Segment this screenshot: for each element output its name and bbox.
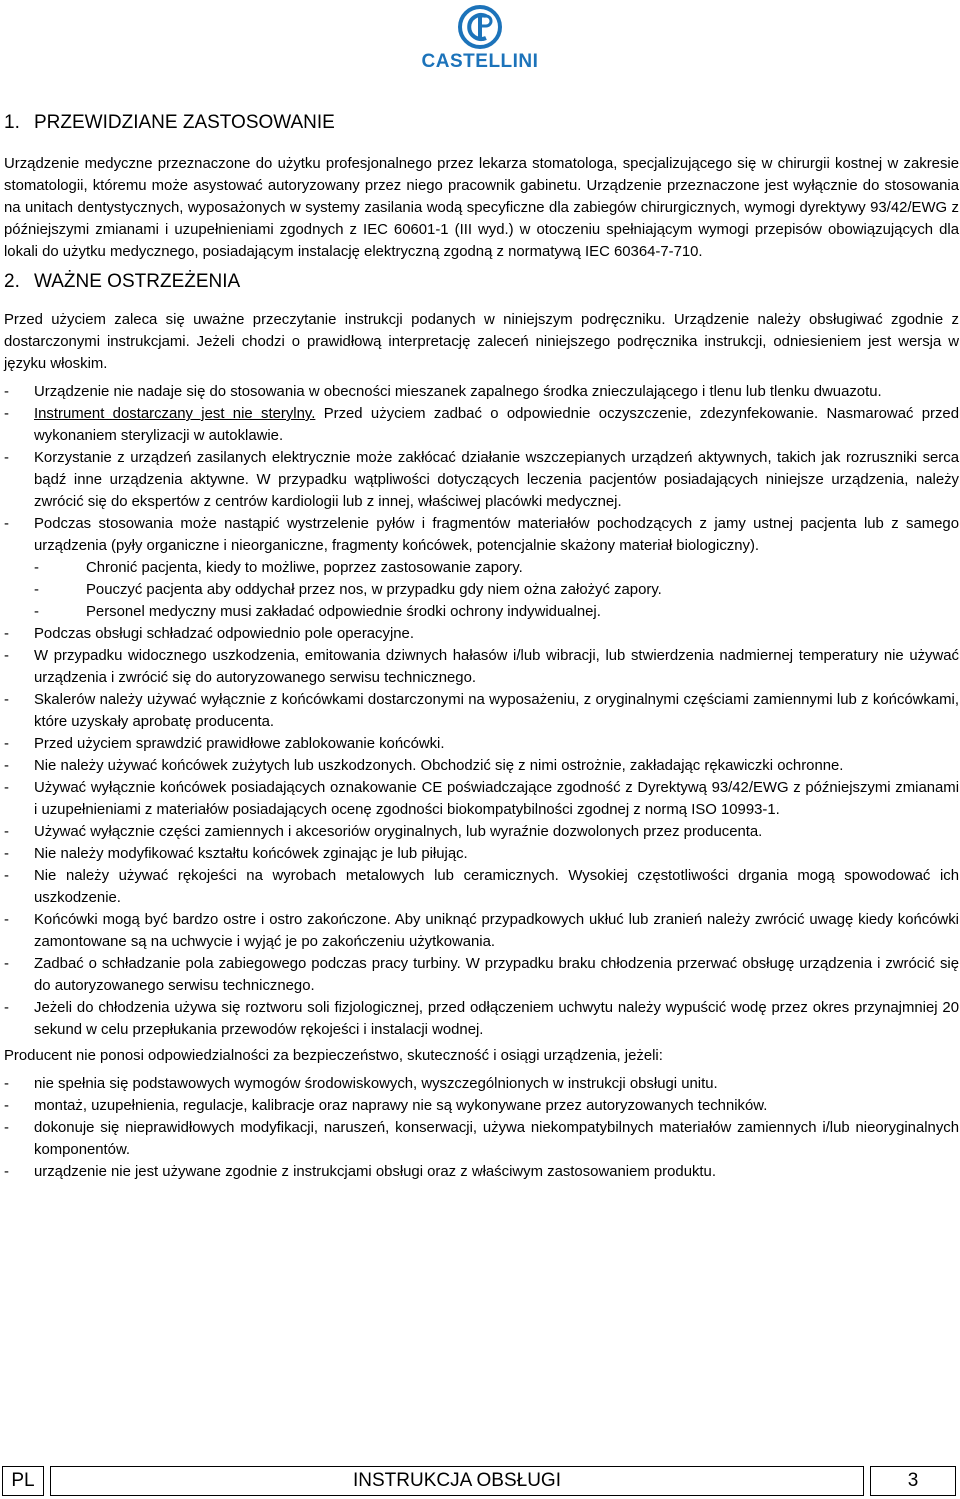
logo-wordmark: CASTELLINI xyxy=(421,51,539,72)
liability-item: - urządzenie nie jest używane zgodnie z instrukcjami obsługi oraz z właściwym zastosowaniem produktu. xyxy=(4,1161,959,1183)
warnings-intro: Przed użyciem zaleca się uważne przeczytanie instrukcji podanych w niniejszym podręczniku. Urządzenie należy obsługiwać zgodnie z dostarczonymi instrukcjami. Jeżeli chodzi o prawidłową interpretację zaleceń niniejszego podręcznika instrukcji, odniesieniem jest wersja w języku włoskim. xyxy=(4,312,959,372)
warning-subitem: - Personel medyczny musi zakładać odpowiednie środki ochrony indywidualnej. xyxy=(34,601,959,623)
warning-item xyxy=(4,513,959,623)
section-2-number: 2. xyxy=(4,271,20,292)
warning-item: - Skalerów należy używać wyłącznie z końcówkami dostarczonymi na wyposażeniu, z oryginalnymi częściami zamiennymi lub z końcówkami, które uzyskały aprobatę producenta. xyxy=(4,689,959,733)
footer-title: INSTRUKCJA OBSŁUGI xyxy=(50,1466,864,1496)
warning-underlined-text: Instrument dostarczany jest nie sterylny. xyxy=(34,406,316,422)
warning-text: Przed użyciem zadbać o odpowiednie oczyszczenie, zdezynfekowanie. Nasmarować przed wykonaniem sterylizacji w autoklawie. xyxy=(34,406,959,444)
warning-item: - Używać wyłącznie części zamiennych i akcesoriów oryginalnych, lub wyraźnie dozwolonych przez producenta. xyxy=(4,821,959,843)
castellini-emblem-icon xyxy=(457,4,503,50)
intended-use-paragraph: Urządzenie medyczne przeznaczone do użytku profesjonalnego przez lekarza stomatologa, specjalizującego się w chirurgii kostnej w zakresie stomatologii, któremu może asystować autoryzowany przez niego pracownik gabinetu. Urządzenie przeznaczone jest wyłącznie do stosowania na unitach dentystycznych, wyposażonych w systemy zasilania wodą specyficzne dla zabiegów chirurgicznych, wymogi dyrektywy 93/42/EWG z późniejszymi zmianami i uzupełnieniami zgodnych z IEC 60601-1 (III wyd.) w otoczeniu spełniającym wymogi przepisów obowiązujących dla lokali do użytku medycznego, posiadającym instalację elektryczną zgodną z normatywą IEC 60364-7-710. xyxy=(4,156,959,260)
page-footer xyxy=(2,1466,956,1498)
section-1-number: 1. xyxy=(4,112,20,133)
liability-item: - nie spełnia się podstawowych wymogów środowiskowych, wyszczególnionych w instrukcji obsługi unitu. xyxy=(4,1073,959,1095)
section-1-title: PRZEWIDZIANE ZASTOSOWANIE xyxy=(34,112,335,133)
section-2-heading xyxy=(4,269,959,295)
liability-list xyxy=(4,1073,959,1183)
warning-item xyxy=(4,403,959,447)
warning-item: - Zadbać o schładzanie pola zabiegowego podczas pracy turbiny. W przypadku braku chłodzenia przerwać obsługę urządzenia i zwrócić się do autoryzowanego serwisu technicznego. xyxy=(4,953,959,997)
footer-language: PL xyxy=(2,1466,44,1496)
warning-item: - Nie należy używać końcówek zużytych lub uszkodzonych. Obchodzić się z nimi ostrożnie, zakładając rękawiczki ochronne. xyxy=(4,755,959,777)
warning-item: - Nie należy używać rękojeści na wyrobach metalowych lub ceramicznych. Wysokiej częstotliwości drgania mogą spowodować ich uszkodzenie. xyxy=(4,865,959,909)
warning-item: - Końcówki mogą być bardzo ostre i ostro zakończone. Aby uniknąć przypadkowych ukłuć lub zranień należy zwrócić uwagę kiedy końcówki zamontowane są na uchwycie i wyjąć je po zakończeniu użytkowania. xyxy=(4,909,959,953)
liability-item: - montaż, uzupełnienia, regulacje, kalibracje oraz naprawy nie są wykonywane przez autoryzowanych techników. xyxy=(4,1095,959,1117)
warning-item: - Używać wyłącznie końcówek posiadających oznakowanie CE poświadczające zgodność z Dyrektywą 93/42/EWG z późniejszymi zmianami i uzupełnieniami z materiałów posiadających ocenę zgodności biokompatybilności zgodnej z normą ISO 10993-1. xyxy=(4,777,959,821)
warning-subitem: - Pouczyć pacjenta aby oddychał przez nos, w przypadku gdy niem ożna założyć zapory. xyxy=(34,579,959,601)
warning-item: - Podczas obsługi schładzać odpowiednio pole operacyjne. xyxy=(4,623,959,645)
liability-item: - dokonuje się nieprawidłowych modyfikacji, naruszeń, konserwacji, używa niekompatybilnych materiałów zamiennych i/lub nieoryginalnych komponentów. xyxy=(4,1117,959,1161)
warning-subitem: - Chronić pacjenta, kiedy to możliwe, poprzez zastosowanie zapory. xyxy=(34,557,959,579)
warning-item: - Urządzenie nie nadaje się do stosowania w obecności mieszanek zapalnego środka znieczulającego i tlenu lub tlenku dwuazotu. xyxy=(4,381,959,403)
warning-item: - W przypadku widocznego uszkodzenia, emitowania dziwnych hałasów i/lub wibracji, lub stwierdzenia nadmiernej temperatury nie używać urządzenia i zwrócić się do autoryzowanego serwisu technicznego. xyxy=(4,645,959,689)
warning-item: - Jeżeli do chłodzenia używa się roztworu soli fizjologicznej, przed odłączeniem uchwytu należy wypuścić wodę przez okres przynajmniej 20 sekund w celu przepłukania przewodów rękojeści i instalacji wodnej. xyxy=(4,997,959,1041)
footer-page-number: 3 xyxy=(870,1466,956,1496)
warning-item: - Przed użyciem sprawdzić prawidłowe zablokowanie końcówki. xyxy=(4,733,959,755)
section-1-heading xyxy=(4,110,959,136)
section-2-title: WAŻNE OSTRZEŻENIA xyxy=(34,271,241,292)
document-body xyxy=(4,110,959,1183)
warning-text: Podczas stosowania może nastąpić wystrzelenie pyłów i fragmentów materiałów pochodzących z jamy ustnej pacjenta lub z samego urządzenia (pyły organiczne i nieorganiczne, fragmenty końcówek, potencjalnie skażony materiał biologiczny). xyxy=(34,516,959,554)
liability-intro: Producent nie ponosi odpowiedzialności za bezpieczeństwo, skuteczność i osiągi urządzenia, jeżeli: xyxy=(4,1048,663,1064)
warning-item: - Korzystanie z urządzeń zasilanych elektrycznie może zakłócać działanie wszczepianych urządzeń aktywnych, takich jak rozruszniki serca bądź inne urządzenia aktywne. W przypadku wątpliwości dotyczących leczenia pacjentów posiadających niniejsze urządzenia, należy zwrócić się do ekspertów z centrów kardiologii lub z innej, właściwej placówki medycznej. xyxy=(4,447,959,513)
warning-item: - Nie należy modyfikować kształtu końcówek zginając je lub piłując. xyxy=(4,843,959,865)
warnings-list xyxy=(4,381,959,1041)
warning-sublist xyxy=(34,557,959,623)
castellini-logo xyxy=(410,4,550,72)
